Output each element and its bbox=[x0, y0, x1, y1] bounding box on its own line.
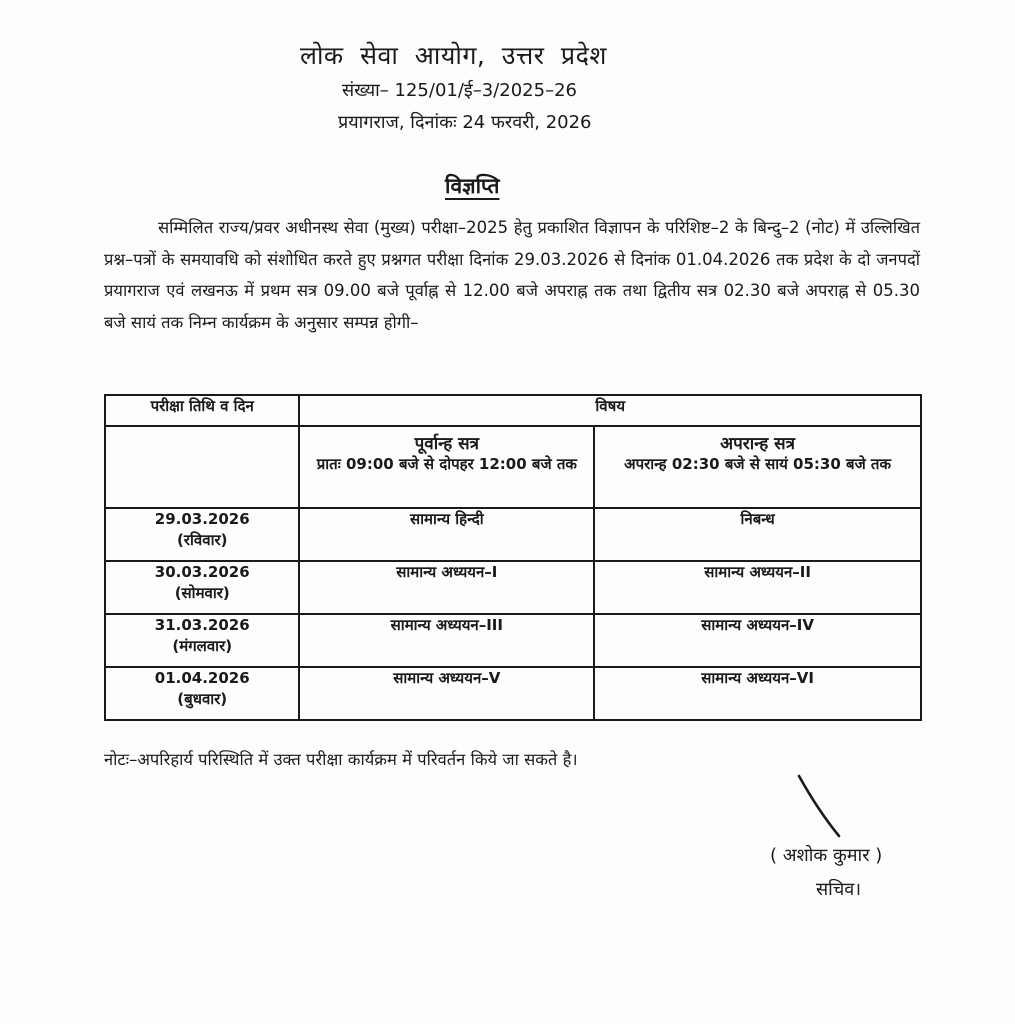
evening-session-time: अपरान्ह 02:30 बजे से सायं 05:30 बजे तक bbox=[624, 455, 891, 473]
exam-date: 29.03.2026 bbox=[154, 510, 250, 528]
place-and-date: प्रयागराज, दिनांकः 24 फरवरी, 2026 bbox=[338, 112, 592, 133]
evening-subject: सामान्य अध्ययन–II bbox=[594, 561, 921, 614]
empty-header-cell bbox=[105, 426, 299, 508]
table-row bbox=[105, 614, 921, 667]
exam-schedule-table bbox=[104, 394, 922, 721]
table-header-row bbox=[105, 395, 921, 426]
exam-day: (मंगलवार) bbox=[172, 637, 233, 655]
exam-day: (सोमवार) bbox=[174, 584, 230, 602]
morning-session-time: प्रातः 09:00 बजे से दोपहर 12:00 बजे तक bbox=[316, 455, 577, 473]
morning-subject: सामान्य अध्ययन–I bbox=[299, 561, 594, 614]
exam-date-cell bbox=[105, 508, 299, 561]
evening-subject: सामान्य अध्ययन–IV bbox=[594, 614, 921, 667]
session-header-row bbox=[105, 426, 921, 508]
evening-subject: सामान्य अध्ययन–VI bbox=[594, 667, 921, 720]
morning-session-header bbox=[299, 426, 594, 508]
signature-mark bbox=[795, 772, 845, 842]
evening-subject: निबन्ध bbox=[594, 508, 921, 561]
signatory-designation: सचिव। bbox=[816, 879, 862, 900]
notice-intro-paragraph: सम्मिलित राज्य/प्रवर अधीनस्थ सेवा (मुख्य) परीक्षा–2025 हेतु प्रकाशित विज्ञापन के परिशिष्ट–2 के बिन्दु–2 (नोट) में उल्लिखित प्रश्न–पत्रों के समयावधि को संशोधित करते हुए प्रश्नगत परीक्षा दिनांक 29.03.2026 से दिनांक 01.04.2026 तक प्रदेश के दो जनपदों प्रयागराज एवं लखनऊ में प्रथम सत्र 09.00 बजे पूर्वाह्न से 12.00 बजे अपराह्न तक तथा द्वितीय सत्र 02.30 बजे अपराह्न से 05.30 बजे सायं तक निम्न कार्यक्रम के अनुसार सम्पन्न होगी– bbox=[104, 218, 920, 332]
subject-column-header: विषय bbox=[299, 395, 921, 426]
evening-session-header bbox=[594, 426, 921, 508]
exam-day: (बुधवार) bbox=[177, 690, 228, 708]
morning-session-title: पूर्वान्ह सत्र bbox=[414, 434, 480, 454]
table-row bbox=[105, 508, 921, 561]
morning-subject: सामान्य हिन्दी bbox=[299, 508, 594, 561]
exam-date-cell bbox=[105, 614, 299, 667]
table-row bbox=[105, 667, 921, 720]
date-column-header: परीक्षा तिथि व दिन bbox=[105, 395, 299, 426]
evening-session-title: अपरान्ह सत्र bbox=[720, 434, 796, 454]
table-row bbox=[105, 561, 921, 614]
morning-subject: सामान्य अध्ययन–III bbox=[299, 614, 594, 667]
organization-name: लोक सेवा आयोग, उत्तर प्रदेश bbox=[300, 41, 607, 70]
exam-date-cell bbox=[105, 561, 299, 614]
signatory-name: ( अशोक कुमार ) bbox=[770, 845, 883, 866]
exam-date: 01.04.2026 bbox=[154, 669, 250, 687]
exam-date: 30.03.2026 bbox=[154, 563, 250, 581]
note-text: नोटः–अपरिहार्य परिस्थिति में उक्त परीक्षा कार्यक्रम में परिवर्तन किये जा सकते है। bbox=[104, 750, 578, 769]
exam-date-cell bbox=[105, 667, 299, 720]
reference-number: संख्या– 125/01/ई–3/2025–26 bbox=[342, 80, 577, 101]
morning-subject: सामान्य अध्ययन–V bbox=[299, 667, 594, 720]
exam-date: 31.03.2026 bbox=[154, 616, 250, 634]
notice-title: विज्ञप्ति bbox=[445, 174, 500, 198]
exam-day: (रविवार) bbox=[177, 531, 228, 549]
